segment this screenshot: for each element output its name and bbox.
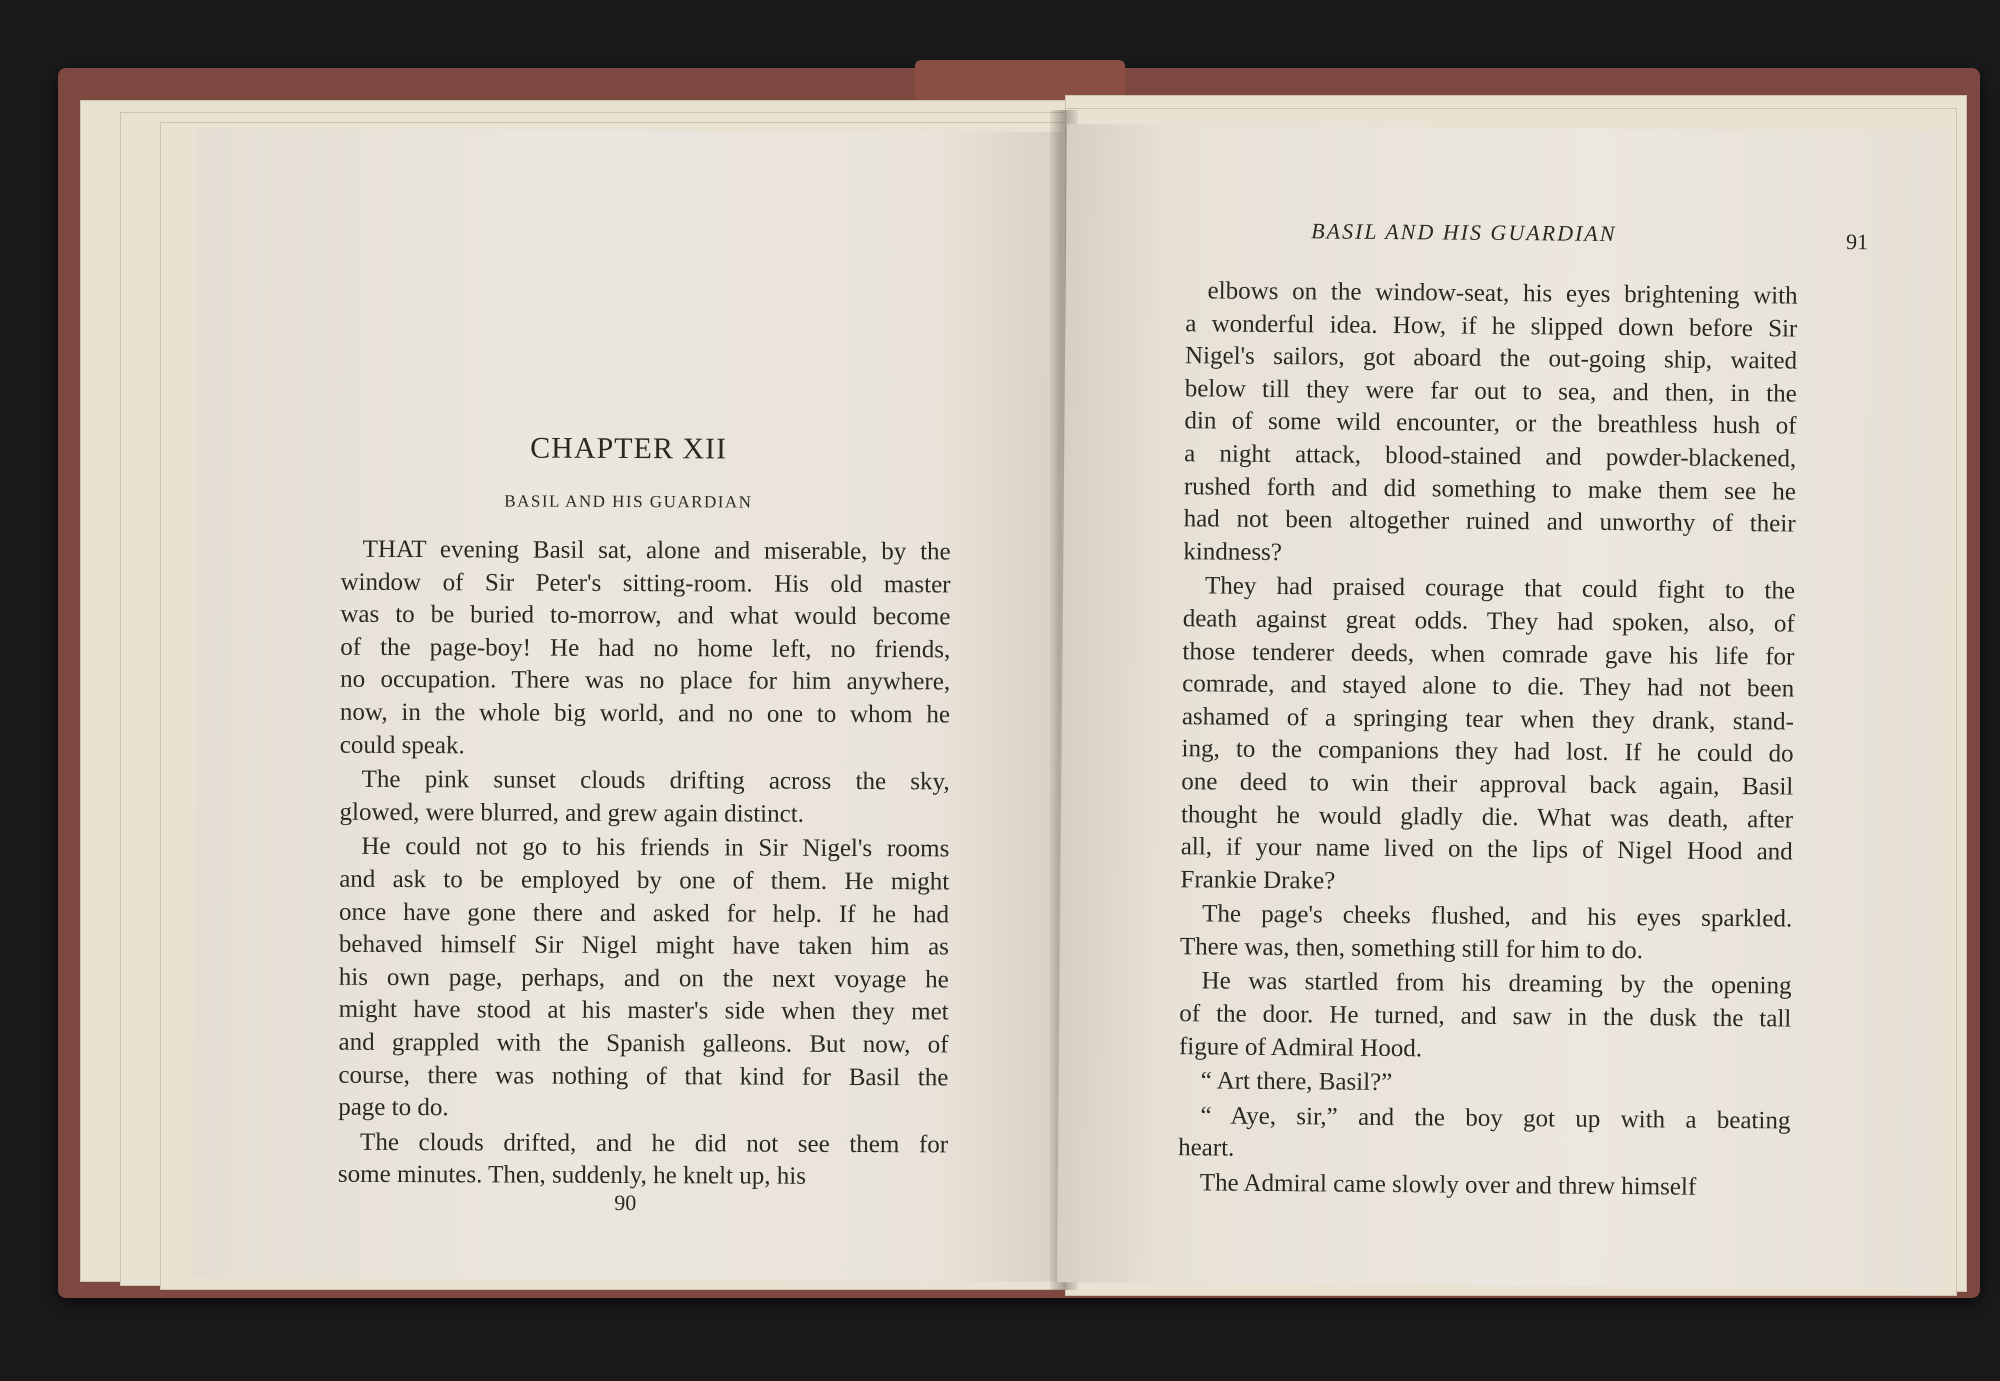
text-line: comrade, and stayed alone to die. They had not been xyxy=(1182,670,1795,703)
text-line: death against great odds. They had spoken, also, of xyxy=(1182,605,1795,638)
text-line: They had praised courage that could fight to the xyxy=(1204,572,1796,605)
chapter-subtitle: BASIL AND HIS GUARDIAN xyxy=(504,491,753,512)
text-line: a night attack, blood-stained and powder-blackened, xyxy=(1184,440,1797,473)
text-line: page to do. xyxy=(338,1093,449,1122)
text-line: of the page-boy! He had no home left, no friends, xyxy=(340,633,951,664)
text-line: ing, to the companions they had lost. If he could do xyxy=(1181,735,1794,768)
text-line: heart. xyxy=(1178,1134,1235,1163)
text-line: his own page, perhaps, and on the next voyage he xyxy=(338,963,949,994)
running-head: BASIL AND HIS GUARDIAN xyxy=(1311,218,1617,246)
paragraph xyxy=(1180,898,1793,969)
left-page-body xyxy=(338,534,951,1195)
text-line: might have stood at his master's side when they met xyxy=(338,996,949,1026)
text-line: below till they were far out to sea, and then, in the xyxy=(1184,374,1797,408)
text-line: had not been altogether ruined and unworthy of their xyxy=(1183,505,1796,538)
text-line: one deed to win their approval back again, Basil xyxy=(1181,768,1794,801)
text-line: ashamed of a springing tear when they drank, stand- xyxy=(1181,702,1795,736)
text-line: THAT evening Basil sat, alone and miserable, by the xyxy=(362,535,951,566)
text-line: a wonderful idea. How, if he slipped down before Sir xyxy=(1185,309,1798,343)
text-line: rushed forth and did something to make them see he xyxy=(1183,472,1797,506)
paragraph xyxy=(1178,1100,1791,1171)
text-line: “ Aye, sir,” and the boy got up with a beating xyxy=(1200,1102,1791,1135)
paragraph xyxy=(1179,966,1792,1069)
text-line: behaved himself Sir Nigel might have taken him as xyxy=(338,930,950,961)
text-line: of the door. He turned, and saw in the dusk the tall xyxy=(1179,1000,1792,1033)
text-line: The clouds drifted, and he did not see them for xyxy=(360,1128,949,1159)
paragraph xyxy=(339,764,949,832)
text-line: now, in the whole big world, and no one to whom he xyxy=(339,698,951,729)
text-line: once have gone there and asked for help. If he had xyxy=(339,898,950,928)
page-number-left: 90 xyxy=(614,1189,637,1216)
text-line: and ask to be employed by one of them. He might xyxy=(339,865,950,896)
text-line: could speak. xyxy=(339,731,465,759)
text-line: “ Art there, Basil?” xyxy=(1200,1067,1393,1097)
text-line: He could not go to his friends in Sir Nigel's rooms xyxy=(361,833,950,863)
text-line: all, if your name lived on the lips of Nigel Hood and xyxy=(1180,833,1793,866)
right-page-body xyxy=(1178,275,1798,1205)
paragraph xyxy=(1180,571,1795,902)
text-line: those tenderer deeds, when comrade gave his life for xyxy=(1182,637,1795,671)
paragraph xyxy=(1178,1167,1790,1205)
paragraph xyxy=(338,831,949,1127)
text-line: no occupation. There was no place for him anywhere, xyxy=(340,666,951,696)
page-number-right: 91 xyxy=(1845,228,1869,255)
text-line: and grappled with the Spanish galleons. But now, of xyxy=(338,1028,949,1059)
text-line: some minutes. Then, suddenly, he knelt up, his xyxy=(337,1161,807,1191)
paragraph xyxy=(340,534,951,765)
text-line: He was startled from his dreaming by the opening xyxy=(1201,967,1792,1000)
text-line: Nigel's sailors, got aboard the out-going ship, waited xyxy=(1184,342,1798,375)
text-line: thought he would gladly die. What was death, after xyxy=(1180,800,1794,834)
text-line: The pink sunset clouds drifting across the sky, xyxy=(361,765,950,796)
text-line: din of some wild encounter, or the breathless hush of xyxy=(1184,407,1797,440)
paragraph xyxy=(1183,275,1798,574)
text-line: elbows on the window-seat, his eyes brightening with xyxy=(1207,277,1798,310)
left-page xyxy=(192,128,1062,1282)
chapter-title: CHAPTER XII xyxy=(530,431,728,466)
text-line: course, there was nothing of that kind for Basil the xyxy=(338,1061,949,1091)
text-line: Frankie Drake? xyxy=(1180,865,1336,895)
text-line: There was, then, something still for him to do. xyxy=(1179,933,1644,965)
text-line: was to be buried to-morrow, and what would become xyxy=(340,600,951,631)
text-line: kindness? xyxy=(1183,537,1283,566)
text-line: figure of Admiral Hood. xyxy=(1178,1032,1423,1062)
text-line: The page's cheeks flushed, and his eyes sparkled. xyxy=(1202,900,1793,933)
right-page xyxy=(1057,124,1949,1290)
text-line: window of Sir Peter's sitting-room. His old master xyxy=(340,568,951,599)
text-line: The Admiral came slowly over and threw himself xyxy=(1199,1169,1697,1201)
paragraph xyxy=(338,1126,948,1194)
paragraph xyxy=(1179,1065,1791,1103)
text-line: glowed, were blurred, and grew again distinct. xyxy=(339,798,805,828)
